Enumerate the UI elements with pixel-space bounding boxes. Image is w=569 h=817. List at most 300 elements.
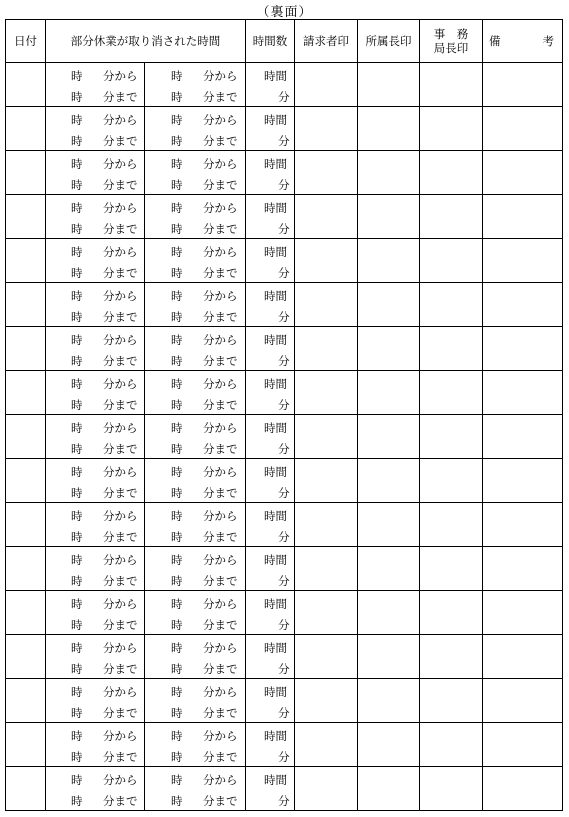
end-hour-label: 時 (171, 222, 183, 236)
end-minute-to-label: 分まで (203, 574, 238, 588)
end-hour-label: 時 (171, 134, 183, 148)
dept-head-seal-cell[interactable] (358, 195, 420, 239)
dept-head-seal-cell[interactable] (358, 327, 420, 371)
table-row (6, 591, 563, 635)
remarks-cell[interactable] (483, 107, 563, 151)
dept-head-seal-cell[interactable] (358, 371, 420, 415)
page-title: （裏面） (256, 5, 313, 20)
requester-seal-cell[interactable] (295, 767, 358, 811)
office-head-seal-cell[interactable] (420, 415, 483, 459)
time-span-cell[interactable] (46, 327, 246, 371)
start-hour-label: 時 (71, 201, 83, 215)
start-hour-label: 時 (71, 222, 83, 236)
requester-seal-cell[interactable] (295, 283, 358, 327)
hours-count-cell[interactable] (246, 415, 295, 459)
end-minute-from-label: 分から (203, 421, 238, 435)
end-minute-from-label: 分から (203, 157, 238, 171)
date-cell[interactable] (6, 195, 46, 239)
header-date: 日付 (6, 20, 46, 63)
end-hour-label: 時 (171, 574, 183, 588)
partial-leave-cancellation-table (5, 19, 563, 811)
remarks-cell[interactable] (483, 415, 563, 459)
start-minute-to-label: 分まで (103, 486, 138, 500)
end-hour-label: 時 (171, 113, 183, 127)
date-cell[interactable] (6, 107, 46, 151)
table-body (6, 63, 563, 811)
remarks-cell[interactable] (483, 239, 563, 283)
table-row (6, 767, 563, 811)
end-hour-label: 時 (171, 509, 183, 523)
header-dept-head-seal: 所属長印 (358, 20, 420, 63)
start-minute-to-label: 分まで (103, 574, 138, 588)
table-row (6, 371, 563, 415)
end-hour-label: 時 (171, 794, 183, 808)
header-remarks-right: 考 (542, 34, 554, 48)
start-minute-to-label: 分まで (103, 178, 138, 192)
date-cell[interactable] (6, 679, 46, 723)
time-span-cell[interactable] (46, 151, 246, 195)
date-cell[interactable] (6, 767, 46, 811)
start-hour-label: 時 (71, 310, 83, 324)
minutes-unit-label: 分 (278, 486, 290, 500)
header-times: 部分休業が取り消された時間 (46, 20, 246, 63)
hours-unit-label: 時間 (264, 509, 287, 523)
requester-seal-cell[interactable] (295, 547, 358, 591)
requester-seal-cell[interactable] (295, 591, 358, 635)
hours-count-cell[interactable] (246, 151, 295, 195)
time-span-cell[interactable] (46, 635, 246, 679)
date-cell[interactable] (6, 239, 46, 283)
remarks-cell[interactable] (483, 195, 563, 239)
start-minute-from-label: 分から (103, 641, 138, 655)
date-cell[interactable] (6, 151, 46, 195)
time-span-cell[interactable] (46, 459, 246, 503)
end-minute-from-label: 分から (203, 289, 238, 303)
start-hour-label: 時 (71, 266, 83, 280)
end-minute-to-label: 分まで (203, 442, 238, 456)
office-head-seal-cell[interactable] (420, 591, 483, 635)
end-minute-from-label: 分から (203, 69, 238, 83)
start-minute-from-label: 分から (103, 157, 138, 171)
time-span-divider (144, 327, 145, 370)
dept-head-seal-cell[interactable] (358, 767, 420, 811)
hours-count-cell[interactable] (246, 503, 295, 547)
remarks-cell[interactable] (483, 723, 563, 767)
office-head-seal-cell[interactable] (420, 63, 483, 107)
requester-seal-cell[interactable] (295, 371, 358, 415)
time-span-divider (144, 723, 145, 766)
end-minute-from-label: 分から (203, 113, 238, 127)
start-minute-from-label: 分から (103, 729, 138, 743)
start-minute-from-label: 分から (103, 553, 138, 567)
minutes-unit-label: 分 (278, 574, 290, 588)
end-minute-from-label: 分から (203, 465, 238, 479)
start-hour-label: 時 (71, 486, 83, 500)
hours-unit-label: 時間 (264, 773, 287, 787)
date-cell[interactable] (6, 415, 46, 459)
dept-head-seal-cell[interactable] (358, 151, 420, 195)
remarks-cell[interactable] (483, 459, 563, 503)
time-span-divider (144, 635, 145, 678)
end-minute-to-label: 分まで (203, 750, 238, 764)
dept-head-seal-cell[interactable] (358, 415, 420, 459)
hours-unit-label: 時間 (264, 553, 287, 567)
start-minute-from-label: 分から (103, 421, 138, 435)
start-hour-label: 時 (71, 773, 83, 787)
start-hour-label: 時 (71, 377, 83, 391)
header-remarks-left: 備 (489, 34, 501, 48)
hours-unit-label: 時間 (264, 641, 287, 655)
minutes-unit-label: 分 (278, 750, 290, 764)
office-head-seal-cell[interactable] (420, 723, 483, 767)
end-hour-label: 時 (171, 750, 183, 764)
time-span-cell[interactable] (46, 591, 246, 635)
end-hour-label: 時 (171, 553, 183, 567)
hours-unit-label: 時間 (264, 597, 287, 611)
start-hour-label: 時 (71, 333, 83, 347)
start-hour-label: 時 (71, 641, 83, 655)
office-head-seal-cell[interactable] (420, 503, 483, 547)
time-span-divider (144, 415, 145, 458)
header-office-head-seal (420, 20, 483, 63)
time-span-cell[interactable] (46, 767, 246, 811)
end-minute-to-label: 分まで (203, 354, 238, 368)
start-minute-to-label: 分まで (103, 706, 138, 720)
date-cell[interactable] (6, 503, 46, 547)
time-span-divider (144, 283, 145, 326)
remarks-cell[interactable] (483, 547, 563, 591)
office-head-seal-cell[interactable] (420, 679, 483, 723)
date-cell[interactable] (6, 635, 46, 679)
end-minute-to-label: 分まで (203, 266, 238, 280)
start-minute-from-label: 分から (103, 245, 138, 259)
end-hour-label: 時 (171, 157, 183, 171)
end-hour-label: 時 (171, 729, 183, 743)
requester-seal-cell[interactable] (295, 151, 358, 195)
start-minute-to-label: 分まで (103, 310, 138, 324)
requester-seal-cell[interactable] (295, 63, 358, 107)
date-cell[interactable] (6, 283, 46, 327)
time-span-cell[interactable] (46, 679, 246, 723)
end-minute-from-label: 分から (203, 201, 238, 215)
start-hour-label: 時 (71, 553, 83, 567)
end-minute-from-label: 分から (203, 597, 238, 611)
start-hour-label: 時 (71, 178, 83, 192)
hours-count-cell[interactable] (246, 723, 295, 767)
requester-seal-cell[interactable] (295, 239, 358, 283)
table-row (6, 723, 563, 767)
end-minute-from-label: 分から (203, 773, 238, 787)
date-cell[interactable] (6, 547, 46, 591)
dept-head-seal-cell[interactable] (358, 503, 420, 547)
end-hour-label: 時 (171, 398, 183, 412)
hours-count-cell[interactable] (246, 239, 295, 283)
time-span-divider (144, 547, 145, 590)
header-requester-seal: 請求者印 (295, 20, 358, 63)
end-hour-label: 時 (171, 641, 183, 655)
minutes-unit-label: 分 (278, 618, 290, 632)
remarks-cell[interactable] (483, 591, 563, 635)
minutes-unit-label: 分 (278, 90, 290, 104)
time-span-cell[interactable] (46, 547, 246, 591)
end-hour-label: 時 (171, 465, 183, 479)
end-hour-label: 時 (171, 333, 183, 347)
hours-count-cell[interactable] (246, 635, 295, 679)
date-cell[interactable] (6, 63, 46, 107)
start-hour-label: 時 (71, 509, 83, 523)
time-span-cell[interactable] (46, 415, 246, 459)
end-hour-label: 時 (171, 178, 183, 192)
minutes-unit-label: 分 (278, 222, 290, 236)
time-span-cell[interactable] (46, 371, 246, 415)
start-hour-label: 時 (71, 113, 83, 127)
time-span-divider (144, 767, 145, 810)
hours-count-cell[interactable] (246, 547, 295, 591)
table-row (6, 415, 563, 459)
start-minute-to-label: 分まで (103, 90, 138, 104)
start-hour-label: 時 (71, 245, 83, 259)
remarks-cell[interactable] (483, 283, 563, 327)
hours-count-cell[interactable] (246, 767, 295, 811)
office-head-seal-cell[interactable] (420, 767, 483, 811)
start-hour-label: 時 (71, 442, 83, 456)
requester-seal-cell[interactable] (295, 327, 358, 371)
start-minute-to-label: 分まで (103, 662, 138, 676)
start-minute-from-label: 分から (103, 113, 138, 127)
start-minute-to-label: 分まで (103, 618, 138, 632)
header-office-head-line2: 局長印 (433, 41, 469, 55)
end-hour-label: 時 (171, 377, 183, 391)
start-minute-from-label: 分から (103, 465, 138, 479)
end-hour-label: 時 (171, 201, 183, 215)
time-span-divider (144, 591, 145, 634)
end-minute-to-label: 分まで (203, 222, 238, 236)
start-hour-label: 時 (71, 421, 83, 435)
table-row (6, 547, 563, 591)
start-minute-from-label: 分から (103, 333, 138, 347)
table-row (6, 107, 563, 151)
start-hour-label: 時 (71, 465, 83, 479)
header-hours: 時間数 (246, 20, 295, 63)
hours-count-cell[interactable] (246, 591, 295, 635)
office-head-seal-cell[interactable] (420, 327, 483, 371)
start-hour-label: 時 (71, 618, 83, 632)
minutes-unit-label: 分 (278, 530, 290, 544)
start-minute-to-label: 分まで (103, 750, 138, 764)
end-hour-label: 時 (171, 442, 183, 456)
dept-head-seal-cell[interactable] (358, 547, 420, 591)
table-row (6, 195, 563, 239)
end-minute-from-label: 分から (203, 333, 238, 347)
table-row (6, 503, 563, 547)
office-head-seal-cell[interactable] (420, 195, 483, 239)
remarks-cell[interactable] (483, 327, 563, 371)
end-hour-label: 時 (171, 706, 183, 720)
start-hour-label: 時 (71, 706, 83, 720)
requester-seal-cell[interactable] (295, 459, 358, 503)
end-hour-label: 時 (171, 685, 183, 699)
dept-head-seal-cell[interactable] (358, 635, 420, 679)
start-minute-to-label: 分まで (103, 354, 138, 368)
dept-head-seal-cell[interactable] (358, 107, 420, 151)
start-hour-label: 時 (71, 90, 83, 104)
dept-head-seal-cell[interactable] (358, 679, 420, 723)
end-hour-label: 時 (171, 773, 183, 787)
hours-count-cell[interactable] (246, 327, 295, 371)
requester-seal-cell[interactable] (295, 635, 358, 679)
remarks-cell[interactable] (483, 635, 563, 679)
end-hour-label: 時 (171, 310, 183, 324)
date-cell[interactable] (6, 459, 46, 503)
table-row (6, 151, 563, 195)
header-row (6, 20, 563, 63)
time-span-divider (144, 151, 145, 194)
dept-head-seal-cell[interactable] (358, 283, 420, 327)
time-span-divider (144, 195, 145, 238)
office-head-seal-cell[interactable] (420, 371, 483, 415)
remarks-cell[interactable] (483, 767, 563, 811)
time-span-cell[interactable] (46, 239, 246, 283)
office-head-seal-cell[interactable] (420, 239, 483, 283)
end-minute-to-label: 分まで (203, 794, 238, 808)
time-span-divider (144, 459, 145, 502)
hours-count-cell[interactable] (246, 283, 295, 327)
minutes-unit-label: 分 (278, 354, 290, 368)
start-hour-label: 時 (71, 662, 83, 676)
end-hour-label: 時 (171, 245, 183, 259)
time-span-cell[interactable] (46, 283, 246, 327)
start-hour-label: 時 (71, 157, 83, 171)
minutes-unit-label: 分 (278, 662, 290, 676)
requester-seal-cell[interactable] (295, 723, 358, 767)
office-head-seal-cell[interactable] (420, 151, 483, 195)
start-hour-label: 時 (71, 530, 83, 544)
start-minute-to-label: 分まで (103, 222, 138, 236)
dept-head-seal-cell[interactable] (358, 723, 420, 767)
hours-count-cell[interactable] (246, 63, 295, 107)
end-minute-from-label: 分から (203, 377, 238, 391)
start-hour-label: 時 (71, 134, 83, 148)
end-hour-label: 時 (171, 266, 183, 280)
date-cell[interactable] (6, 723, 46, 767)
date-cell[interactable] (6, 591, 46, 635)
hours-count-cell[interactable] (246, 195, 295, 239)
time-span-divider (144, 371, 145, 414)
table-row (6, 679, 563, 723)
start-hour-label: 時 (71, 574, 83, 588)
end-hour-label: 時 (171, 618, 183, 632)
hours-count-cell[interactable] (246, 459, 295, 503)
hours-unit-label: 時間 (264, 69, 287, 83)
date-cell[interactable] (6, 371, 46, 415)
start-hour-label: 時 (71, 69, 83, 83)
start-minute-to-label: 分まで (103, 134, 138, 148)
hours-unit-label: 時間 (264, 465, 287, 479)
remarks-cell[interactable] (483, 503, 563, 547)
end-minute-to-label: 分まで (203, 90, 238, 104)
time-span-cell[interactable] (46, 723, 246, 767)
time-span-cell[interactable] (46, 195, 246, 239)
end-minute-to-label: 分まで (203, 398, 238, 412)
office-head-seal-cell[interactable] (420, 459, 483, 503)
end-minute-to-label: 分まで (203, 662, 238, 676)
start-minute-to-label: 分まで (103, 530, 138, 544)
end-minute-from-label: 分から (203, 641, 238, 655)
requester-seal-cell[interactable] (295, 679, 358, 723)
start-minute-to-label: 分まで (103, 398, 138, 412)
end-minute-to-label: 分まで (203, 310, 238, 324)
requester-seal-cell[interactable] (295, 503, 358, 547)
minutes-unit-label: 分 (278, 706, 290, 720)
end-minute-to-label: 分まで (203, 530, 238, 544)
hours-unit-label: 時間 (264, 333, 287, 347)
end-minute-to-label: 分まで (203, 618, 238, 632)
time-span-cell[interactable] (46, 107, 246, 151)
requester-seal-cell[interactable] (295, 107, 358, 151)
requester-seal-cell[interactable] (295, 415, 358, 459)
header-remarks (483, 20, 563, 63)
start-hour-label: 時 (71, 729, 83, 743)
end-minute-to-label: 分まで (203, 178, 238, 192)
minutes-unit-label: 分 (278, 794, 290, 808)
time-span-divider (144, 679, 145, 722)
minutes-unit-label: 分 (278, 442, 290, 456)
office-head-seal-cell[interactable] (420, 547, 483, 591)
start-minute-to-label: 分まで (103, 266, 138, 280)
dept-head-seal-cell[interactable] (358, 591, 420, 635)
hours-count-cell[interactable] (246, 107, 295, 151)
remarks-cell[interactable] (483, 63, 563, 107)
hours-unit-label: 時間 (264, 377, 287, 391)
remarks-cell[interactable] (483, 371, 563, 415)
time-span-divider (144, 503, 145, 546)
requester-seal-cell[interactable] (295, 195, 358, 239)
hours-count-cell[interactable] (246, 371, 295, 415)
start-minute-to-label: 分まで (103, 794, 138, 808)
end-hour-label: 時 (171, 69, 183, 83)
hours-count-cell[interactable] (246, 679, 295, 723)
hours-unit-label: 時間 (264, 113, 287, 127)
office-head-seal-cell[interactable] (420, 283, 483, 327)
time-span-divider (144, 107, 145, 150)
table-row (6, 327, 563, 371)
dept-head-seal-cell[interactable] (358, 63, 420, 107)
end-hour-label: 時 (171, 90, 183, 104)
remarks-cell[interactable] (483, 679, 563, 723)
end-minute-to-label: 分まで (203, 134, 238, 148)
office-head-seal-cell[interactable] (420, 635, 483, 679)
minutes-unit-label: 分 (278, 178, 290, 192)
time-span-cell[interactable] (46, 503, 246, 547)
start-minute-from-label: 分から (103, 201, 138, 215)
remarks-cell[interactable] (483, 151, 563, 195)
minutes-unit-label: 分 (278, 134, 290, 148)
dept-head-seal-cell[interactable] (358, 239, 420, 283)
date-cell[interactable] (6, 327, 46, 371)
hours-unit-label: 時間 (264, 201, 287, 215)
table-row (6, 63, 563, 107)
start-minute-from-label: 分から (103, 289, 138, 303)
table-row (6, 239, 563, 283)
dept-head-seal-cell[interactable] (358, 459, 420, 503)
office-head-seal-cell[interactable] (420, 107, 483, 151)
start-hour-label: 時 (71, 398, 83, 412)
start-minute-from-label: 分から (103, 377, 138, 391)
start-minute-from-label: 分から (103, 685, 138, 699)
time-span-cell[interactable] (46, 63, 246, 107)
end-minute-from-label: 分から (203, 553, 238, 567)
minutes-unit-label: 分 (278, 398, 290, 412)
